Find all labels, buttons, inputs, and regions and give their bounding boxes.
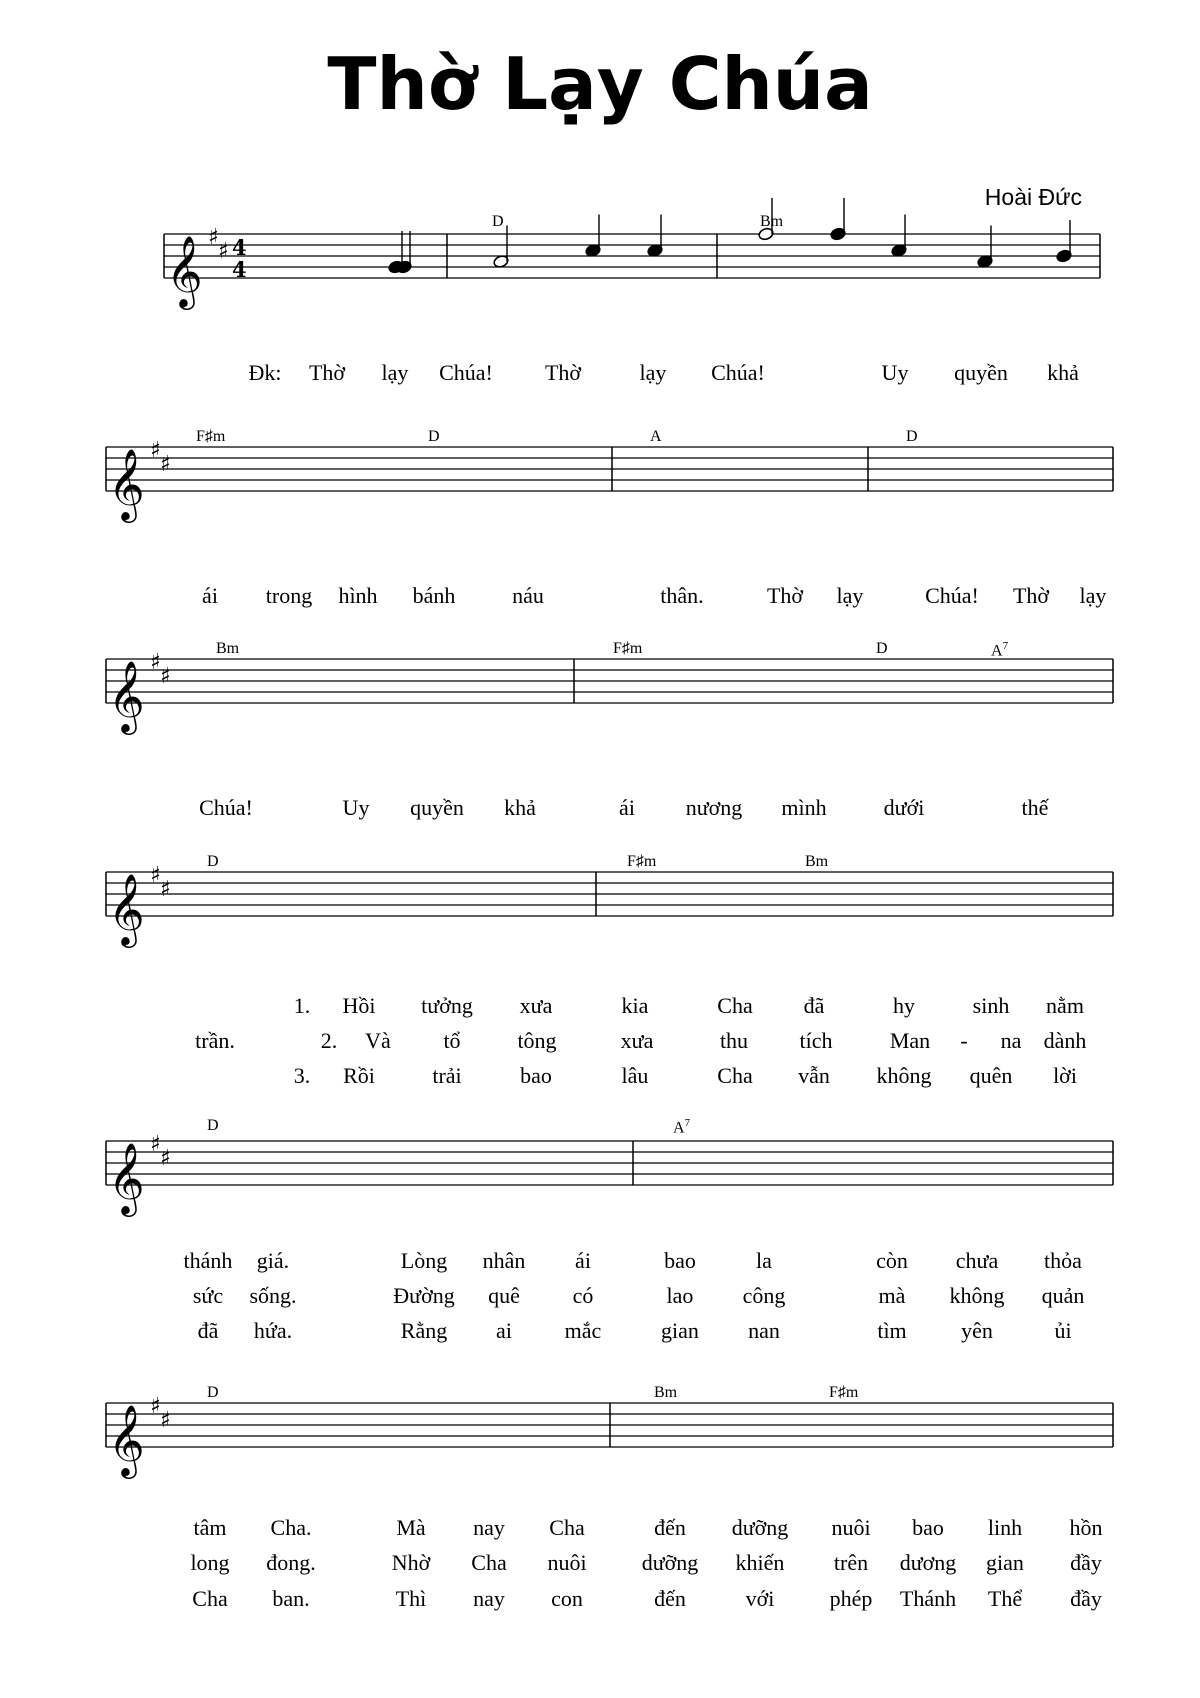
lyric-syllable: Rằng <box>400 1318 448 1343</box>
lyric-syllable: hy <box>893 993 915 1018</box>
chord-name: Bm <box>654 1384 678 1401</box>
lyric-syllable: quyền <box>954 360 1008 385</box>
lyric-syllable: lạy <box>1079 583 1107 608</box>
lyric-syllable: xưa <box>519 993 553 1018</box>
chord-symbol <box>805 854 828 870</box>
lyric-syllable: Nhờ <box>391 1550 431 1575</box>
lyric-syllable: trong <box>265 583 313 608</box>
lyric-syllable: Chúa! <box>199 795 253 820</box>
lyric-syllable: dành <box>1043 1028 1087 1053</box>
lyric-syllable: thỏa <box>1044 1248 1082 1273</box>
chord-name: D <box>428 428 440 445</box>
lyric-syllable: sức <box>192 1283 224 1308</box>
chord-name: D <box>207 853 219 870</box>
lyric-syllable: lạy <box>836 583 864 608</box>
lyric-syllable: nan <box>748 1318 780 1343</box>
lyric-syllable: Và <box>365 1028 391 1053</box>
sharp-f: ♯ <box>150 1394 161 1419</box>
lyric-syllable: bao <box>912 1515 944 1540</box>
chord-name: D <box>876 640 888 657</box>
lyric-syllable: đã <box>197 1318 219 1343</box>
lyric-syllable: bao <box>520 1063 552 1088</box>
lyric-syllable: Thể <box>987 1586 1023 1611</box>
chord-symbol <box>991 641 1008 659</box>
chord-name: A <box>650 428 662 445</box>
lyric-syllable: đến <box>654 1586 686 1611</box>
treble-clef: 𝄞 <box>108 872 145 945</box>
lyric-syllable: Chúa! <box>925 583 979 608</box>
sharp-f: ♯ <box>150 863 161 888</box>
chord-symbol <box>829 1385 858 1401</box>
lyric-syllable: Cha <box>717 1063 753 1088</box>
lyric-syllable: với <box>745 1586 775 1611</box>
lyric-syllable: không <box>949 1283 1005 1308</box>
lyric-syllable: trần. <box>195 1028 235 1053</box>
lyric-syllable: Mà <box>396 1515 426 1540</box>
lyric-syllable: kia <box>621 993 649 1018</box>
lyric-syllable: giá. <box>256 1248 290 1273</box>
lyric-syllable: bánh <box>412 583 456 608</box>
chord-symbol <box>627 854 656 870</box>
lyric-syllable: Hồi <box>342 993 376 1018</box>
lyric-syllable: thu <box>719 1028 749 1053</box>
lyric-syllable: khiến <box>735 1550 785 1575</box>
sharp-c: ♯ <box>160 664 171 689</box>
lyric-syllable: 2. <box>320 1028 338 1053</box>
chord-name: Bm <box>760 213 784 230</box>
chord-symbol <box>216 641 239 657</box>
lyric-syllable: hồn <box>1069 1515 1103 1540</box>
lyric-syllable: đong. <box>266 1550 316 1575</box>
sharp-c: ♯ <box>218 239 229 264</box>
lyric-syllable: mình <box>781 795 827 820</box>
lyric-syllable: quyền <box>410 795 464 820</box>
lyric-syllable: sinh <box>972 993 1010 1018</box>
lyric-syllable: nuôi <box>831 1515 871 1540</box>
lyric-syllable: tưởng <box>421 993 473 1018</box>
lyric-syllable: Cha <box>549 1515 585 1540</box>
chord-name: F♯m <box>613 640 643 657</box>
lyric-syllable: gian <box>661 1318 699 1343</box>
lyric-syllable: Lòng <box>400 1248 448 1273</box>
chord-name: Bm <box>216 640 240 657</box>
lyric-syllable: dương <box>899 1550 957 1575</box>
lyric-syllable: mắc <box>564 1318 602 1343</box>
lyric-syllable: nay <box>473 1586 505 1611</box>
sharp-c: ♯ <box>160 1408 171 1433</box>
lyric-syllable: tích <box>799 1028 833 1053</box>
composer-name: Hoài Đức <box>984 184 1082 210</box>
lyric-syllable: Cha <box>192 1586 228 1611</box>
lyric-syllable: thế <box>1021 795 1049 820</box>
lyric-syllable: Cha <box>471 1550 507 1575</box>
lyric-syllable: long <box>190 1550 230 1575</box>
chord-name: F♯m <box>196 428 226 445</box>
lyric-syllable: mà <box>878 1283 906 1308</box>
chord-symbol <box>760 214 783 230</box>
lyric-syllable: la <box>756 1248 772 1273</box>
sharp-f: ♯ <box>150 438 161 463</box>
chord-symbol <box>207 1385 219 1401</box>
lyric-syllable: công <box>742 1283 786 1308</box>
treble-clef: 𝄞 <box>108 659 145 732</box>
lyric-syllable: Cha <box>717 993 753 1018</box>
chord-name: D <box>207 1384 219 1401</box>
sharp-f: ♯ <box>150 650 161 675</box>
song-title: Thờ Lạy Chúa <box>327 42 873 126</box>
lyric-syllable: Uy <box>881 360 909 385</box>
lyric-syllable: nay <box>473 1515 505 1540</box>
lyric-syllable: quê <box>488 1283 520 1308</box>
lyric-syllable: náu <box>512 583 544 608</box>
lyric-syllable: na <box>1000 1028 1022 1053</box>
lyric-syllable: tìm <box>877 1318 907 1343</box>
time-signature-bottom: 4 <box>232 257 247 282</box>
lyric-syllable: hình <box>338 583 378 608</box>
lyric-syllable: ái <box>575 1248 591 1273</box>
treble-clef: 𝄞 <box>108 447 145 520</box>
lyric-syllable: khả <box>504 795 536 820</box>
chord-symbol <box>196 429 225 445</box>
chord-symbol <box>207 854 219 870</box>
lyric-syllable: quên <box>969 1063 1013 1088</box>
chord-name: D <box>207 1117 219 1134</box>
lyric-syllable: phép <box>829 1586 873 1611</box>
lyric-syllable: 3. <box>293 1063 311 1088</box>
chord-symbol <box>906 429 918 445</box>
sharp-c: ♯ <box>160 1146 171 1171</box>
lyric-syllable: sống. <box>249 1283 297 1308</box>
treble-clef: 𝄞 <box>108 1141 145 1214</box>
lyric-syllable: Thánh <box>899 1586 957 1611</box>
lyric-syllable: dưỡng <box>731 1515 789 1540</box>
lyric-syllable: thân. <box>660 583 704 608</box>
lyric-syllable: 1. <box>293 993 311 1018</box>
lyric-syllable: nuôi <box>547 1550 587 1575</box>
chord-symbol <box>207 1118 219 1134</box>
chord-name: F♯m <box>627 853 657 870</box>
lyric-syllable: Chúa! <box>711 360 765 385</box>
lyric-syllable: hứa. <box>253 1318 293 1343</box>
treble-clef: 𝄞 <box>166 234 203 307</box>
lyric-syllable: Cha. <box>270 1515 312 1540</box>
chord-extension: 7 <box>1002 640 1009 652</box>
sharp-c: ♯ <box>160 877 171 902</box>
lyric-syllable: Thờ <box>1012 583 1050 608</box>
lyric-syllable: ái <box>619 795 635 820</box>
chord-symbol <box>654 1385 677 1401</box>
lyric-syllable: thánh <box>183 1248 233 1273</box>
lyric-syllable: ái <box>202 583 218 608</box>
chord-extension: 7 <box>684 1117 691 1129</box>
chord-symbol <box>876 641 888 657</box>
chord-name: Bm <box>805 853 829 870</box>
lyric-syllable: tổ <box>443 1028 461 1053</box>
lyric-syllable: ai <box>496 1318 512 1343</box>
lyric-syllable: Đk: <box>248 360 282 385</box>
lyric-syllable: - <box>960 1028 968 1053</box>
lyric-syllable: ban. <box>272 1586 310 1611</box>
lyric-syllable: còn <box>876 1248 908 1273</box>
sharp-c: ♯ <box>160 452 171 477</box>
lyric-syllable: gian <box>986 1550 1024 1575</box>
lyric-syllable: có <box>572 1283 594 1308</box>
lyric-syllable: dưỡng <box>641 1550 699 1575</box>
chord-symbol <box>613 641 642 657</box>
lyric-syllable: nương <box>685 795 743 820</box>
lyric-syllable: Rồi <box>343 1063 375 1088</box>
chord-name: A <box>991 642 1003 660</box>
lyric-syllable: Thờ <box>308 360 346 385</box>
lyric-syllable: dưới <box>883 795 925 820</box>
lyric-syllable: chưa <box>955 1248 999 1273</box>
lyric-syllable: đã <box>803 993 825 1018</box>
lyric-syllable: Thờ <box>544 360 582 385</box>
lyric-syllable: tông <box>517 1028 557 1053</box>
lyric-syllable: Đường <box>393 1283 455 1308</box>
lyric-syllable: Thờ <box>766 583 804 608</box>
chord-name: D <box>492 213 504 230</box>
lyric-syllable: xưa <box>620 1028 654 1053</box>
lyric-syllable: nằm <box>1046 993 1084 1018</box>
lyric-syllable: đầy <box>1070 1550 1102 1575</box>
lyric-syllable: lạy <box>639 360 667 385</box>
lyric-syllable: yên <box>961 1318 993 1343</box>
lyric-syllable: vẫn <box>798 1063 830 1088</box>
lyric-syllable: Man <box>889 1028 931 1053</box>
sharp-f: ♯ <box>208 225 219 250</box>
sharp-f: ♯ <box>150 1132 161 1157</box>
lyric-syllable: trên <box>833 1550 869 1575</box>
lyric-syllable: đầy <box>1070 1586 1102 1611</box>
chord-symbol <box>673 1118 690 1136</box>
lyric-syllable: khả <box>1047 360 1079 385</box>
chord-name: D <box>906 428 918 445</box>
chord-name: A <box>673 1119 685 1137</box>
chord-name: F♯m <box>829 1384 859 1401</box>
chord-symbol <box>492 214 504 230</box>
lyric-syllable: lâu <box>621 1063 649 1088</box>
lyric-syllable: quản <box>1041 1283 1085 1308</box>
lyric-syllable: đến <box>654 1515 686 1540</box>
lyric-syllable: không <box>876 1063 932 1088</box>
lyric-syllable: nhân <box>482 1248 526 1273</box>
lyric-syllable: Chúa! <box>439 360 493 385</box>
lyric-syllable: linh <box>987 1515 1023 1540</box>
lyric-syllable: Thì <box>395 1586 427 1611</box>
lyric-syllable: tâm <box>193 1515 227 1540</box>
lyric-syllable: ủi <box>1054 1318 1072 1343</box>
lyric-syllable: bao <box>664 1248 696 1273</box>
lyric-syllable: con <box>551 1586 583 1611</box>
treble-clef: 𝄞 <box>108 1403 145 1476</box>
lyric-syllable: Uy <box>342 795 370 820</box>
time-signature-top: 4 <box>232 235 247 260</box>
lyric-syllable: trải <box>432 1063 462 1088</box>
lyric-syllable: lạy <box>381 360 409 385</box>
chord-symbol <box>650 429 662 445</box>
lyric-syllable: lao <box>666 1283 694 1308</box>
chord-symbol <box>428 429 440 445</box>
lyric-syllable: lời <box>1053 1063 1077 1088</box>
